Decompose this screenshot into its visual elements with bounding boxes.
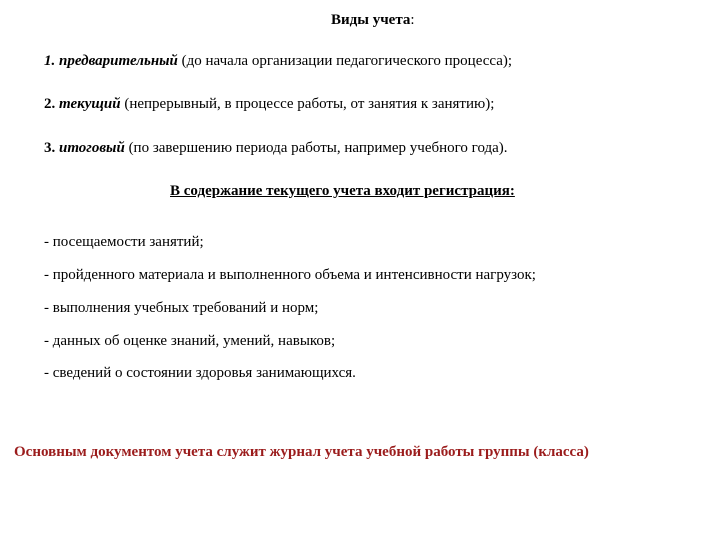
bullet-item: - сведений о состоянии здоровья занимающихся. — [44, 365, 356, 381]
bullet-item: - пройденного материала и выполненного объема и интенсивности нагрузок; — [44, 267, 536, 283]
title-text: Виды учета — [331, 12, 411, 28]
item-description: (до начала организации педагогического процесса); — [181, 53, 513, 69]
bullet-item: - выполнения учебных требований и норм; — [44, 300, 319, 316]
list-item-preliminary — [44, 51, 512, 71]
item-number: 3. — [44, 140, 56, 156]
item-number: 1. — [44, 53, 56, 69]
list-item-current — [44, 94, 494, 114]
list-item-final — [44, 138, 508, 158]
section-subheading: В содержание текущего учета входит регистрация: — [170, 183, 515, 199]
item-term: предварительный — [59, 53, 178, 69]
item-term: итоговый — [59, 140, 125, 156]
item-description: (по завершению периода работы, например учебного года). — [128, 140, 508, 156]
page-title — [331, 10, 415, 30]
conclusion-text: Основным документом учета служит журнал учета учебной работы группы (класса) — [14, 444, 589, 460]
title-colon: : — [410, 12, 415, 28]
item-description: (непрерывный, в процессе работы, от занятия к занятию); — [124, 96, 495, 112]
bullet-item: - данных об оценке знаний, умений, навыков; — [44, 333, 336, 349]
item-number: 2. — [44, 96, 56, 112]
item-term: текущий — [59, 96, 121, 112]
bullet-item: - посещаемости занятий; — [44, 234, 204, 250]
